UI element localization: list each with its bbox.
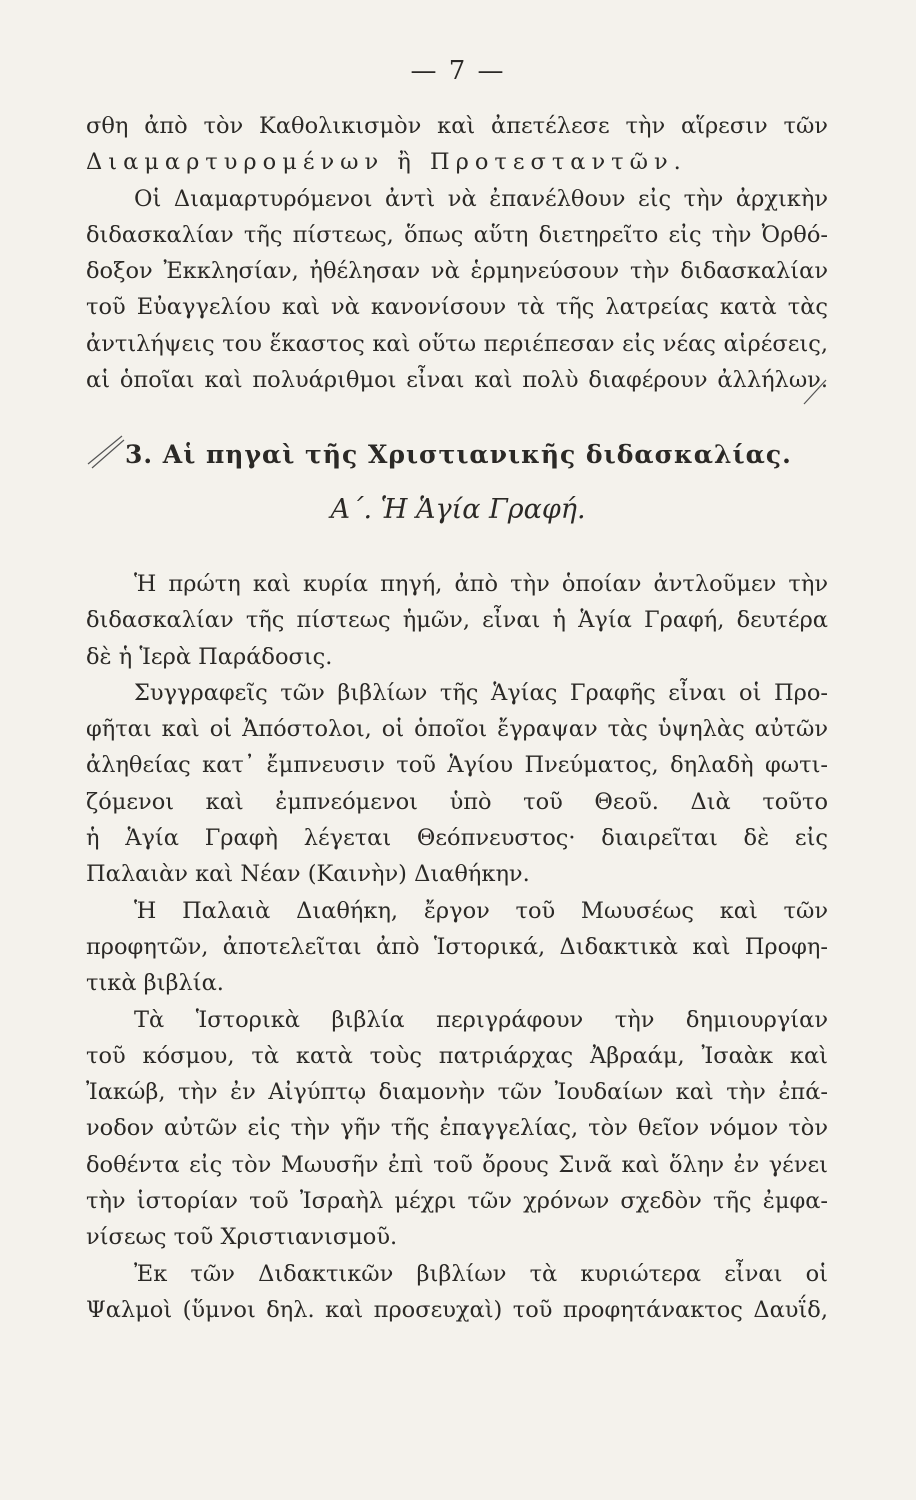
section-heading: 3. Αἱ πηγαὶ τῆς Χριστιανικῆς διδασκαλίας.	[125, 440, 792, 469]
page-number: — 7 —	[410, 56, 506, 86]
text-line: τικὰ βιβλία.	[86, 970, 224, 997]
text-line: ἡ Ἁγία Γραφὴ λέγεται Θεόπνευστος· διαιρεῖται δὲ εἰς	[86, 825, 828, 852]
text-line: ἀληθείας κατ᾿ ἔμπνευσιν τοῦ Ἁγίου Πνεύματος, δηλαδὴ φωτι-	[86, 752, 828, 779]
text-line: νίσεως τοῦ Χριστιανισμοῦ.	[86, 1224, 398, 1251]
text-line: ζόμενοι καὶ ἐμπνεόμενοι ὑπὸ τοῦ Θεοῦ. Διὰ τοῦτο	[86, 788, 828, 815]
text-line: Ἰακώβ, τὴν ἐν Αἰγύπτῳ διαμονὴν τῶν Ἰουδαίων καὶ τὴν ἐπά-	[86, 1079, 828, 1106]
text-line: Τὰ Ἱστορικὰ βιβλία περιγράφουν τὴν δημιουργίαν	[134, 1006, 828, 1033]
text-line: Παλαιὰν καὶ Νέαν (Καινὴν) Διαθήκην.	[86, 861, 530, 888]
pen-strike-mark	[86, 430, 126, 470]
text-line: νοδον αὐτῶν εἰς τὴν γῆν τῆς ἐπαγγελίας, τὸν θεῖον νόμον τὸν	[86, 1115, 828, 1142]
intro-paragraphs	[86, 108, 828, 398]
text-line: Συγγραφεῖς τῶν βιβλίων τῆς Ἁγίας Γραφῆς εἶναι οἱ Προ-	[134, 679, 828, 706]
text-line: τοῦ Εὐαγγελίου καὶ νὰ κανονίσουν τὰ τῆς λατρείας κατὰ τὰς	[86, 294, 828, 321]
text-line: Διαμαρτυρομένων ἢ Προτεσταντῶν.	[86, 149, 687, 176]
text-line: δὲ ἡ Ἱερὰ Παράδοσις.	[86, 643, 333, 670]
text-line: ἀντιλήψεις του ἕκαστος καὶ οὕτω περιέπεσαν εἰς νέας αἱρέσεις,	[86, 330, 828, 357]
text-line: τὴν ἱστορίαν τοῦ Ἰσραὴλ μέχρι τῶν χρόνων σχεδὸν τῆς ἐμφα-	[86, 1188, 828, 1215]
body-paragraphs	[86, 566, 828, 1328]
text-line: Ψαλμοὶ (ὕμνοι δηλ. καὶ προσευχαὶ) τοῦ προφητάνακτος Δαυΐδ,	[86, 1296, 828, 1323]
text-line: δοξον Ἐκκλησίαν, ἠθέλησαν νὰ ἑρμηνεύσουν τὴν διδασκαλίαν	[86, 258, 828, 285]
text-line: Ἐκ τῶν Διδακτικῶν βιβλίων τὰ κυριώτερα εἶναι οἱ	[134, 1260, 828, 1287]
text-line: σθη ἀπὸ τὸν Καθολικισμὸν καὶ ἀπετέλεσε τὴν αἵρεσιν τῶν	[86, 113, 828, 139]
text-line: διδασκαλίαν τῆς πίστεως ἡμῶν, εἶναι ἡ Ἁγία Γραφή, δευτέρα	[86, 607, 828, 634]
text-line: διδασκαλίαν τῆς πίστεως, ὅπως αὕτη διετηρεῖτο εἰς τὴν Ὀρθό-	[86, 221, 828, 248]
text-line: προφητῶν, ἀποτελεῖται ἀπὸ Ἱστορικά, Διδακτικὰ καὶ Προφη-	[86, 933, 828, 960]
subsection-title: Α΄. Ἡ Ἁγία Γραφή.	[330, 494, 586, 525]
text-line: φῆται καὶ οἱ Ἀπόστολοι, οἱ ὁποῖοι ἔγραψαν τὰς ὑψηλὰς αὐτῶν	[86, 716, 828, 743]
text-line: αἱ ὁποῖαι καὶ πολυάριθμοι εἶναι καὶ πολὺ διαφέρουν ἀλλήλων.	[86, 367, 828, 394]
text-line: Οἱ Διαμαρτυρόμενοι ἀντὶ νὰ ἐπανέλθουν εἰς τὴν ἀρχικὴν	[134, 185, 828, 212]
text-line: Ἡ πρώτη καὶ κυρία πηγή, ἀπὸ τὴν ὁποίαν ἀντλοῦμεν τὴν	[134, 571, 828, 597]
text-line: Ἡ Παλαιὰ Διαθήκη, ἔργον τοῦ Μωυσέως καὶ τῶν	[134, 897, 828, 924]
text-line: τοῦ κόσμου, τὰ κατὰ τοὺς πατριάρχας Ἀβραάμ, Ἰσαὰκ καὶ	[86, 1042, 828, 1069]
pen-tick-mark	[800, 374, 830, 414]
text-line: δοθέντα εἰς τὸν Μωυσῆν ἐπὶ τοῦ ὄρους Σινᾶ καὶ ὅλην ἐν γένει	[86, 1151, 828, 1178]
